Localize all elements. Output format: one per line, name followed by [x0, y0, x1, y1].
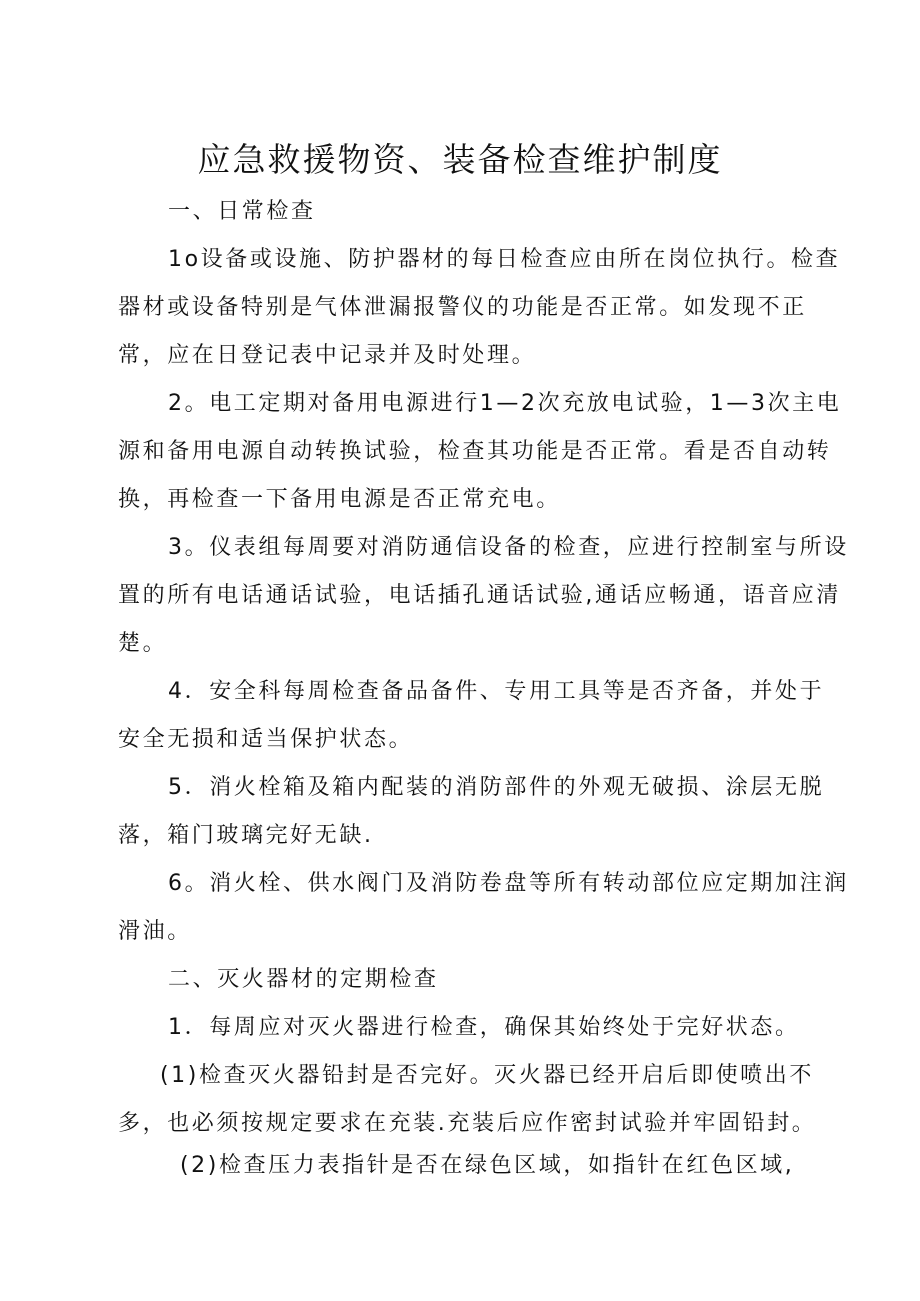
section-heading-extinguisher-check: 二、灭火器材的定期检查: [168, 967, 439, 992]
paragraph-line: 置的所有电话通话试验，电话插孔通话试验,通话应畅通，语音应清: [118, 583, 841, 608]
paragraph-line: 落，箱门玻璃完好无缺.: [118, 823, 374, 848]
paragraph-line: 6。消火栓、供水阀门及消防卷盘等所有转动部位应定期加注润: [168, 871, 849, 896]
paragraph-line: 楚。: [118, 631, 168, 656]
paragraph-line: 源和备用电源自动转换试验，检查其功能是否正常。看是否自动转: [118, 439, 832, 464]
paragraph-line: 滑油。: [118, 919, 192, 944]
document-title: 应急救援物资、装备检查维护制度: [197, 140, 723, 179]
paragraph-line: 常，应在日登记表中记录并及时处理。: [118, 343, 537, 368]
paragraph-line: 5．消火栓箱及箱内配装的消防部件的外观无破损、涂层无脱: [168, 775, 825, 800]
paragraph-line: 4．安全科每周检查备品备件、专用工具等是否齐备，并处于: [168, 679, 825, 704]
paragraph-line: 3。仪表组每周要对消防通信设备的检查，应进行控制室与所设: [168, 535, 849, 560]
paragraph-line: 安全无损和适当保护状态。: [118, 727, 414, 752]
paragraph-line: 多，也必须按规定要求在充装.充装后应作密封试验并牢固铅封。: [118, 1111, 817, 1136]
paragraph-line: 器材或设备特别是气体泄漏报警仪的功能是否正常。如发现不正: [118, 295, 807, 320]
paragraph-line: 1．每周应对灭火器进行检查，确保其始终处于完好状态。: [168, 1015, 800, 1040]
paragraph-line: 1o设备或设施、防护器材的每日检查应由所在岗位执行。检查: [168, 247, 841, 272]
paragraph-line: 换，再检查一下备用电源是否正常充电。: [118, 487, 561, 512]
paragraph-line: 2。电工定期对备用电源进行1—2次充放电试验，1—3次主电: [168, 391, 842, 416]
section-heading-daily-check: 一、日常检查: [168, 199, 316, 224]
paragraph-line: (2)检查压力表指针是否在绿色区域，如指针在红色区域,: [180, 1153, 795, 1178]
paragraph-line: (1)检查灭火器铅封是否完好。灭火器已经开启后即使喷出不: [160, 1063, 814, 1088]
